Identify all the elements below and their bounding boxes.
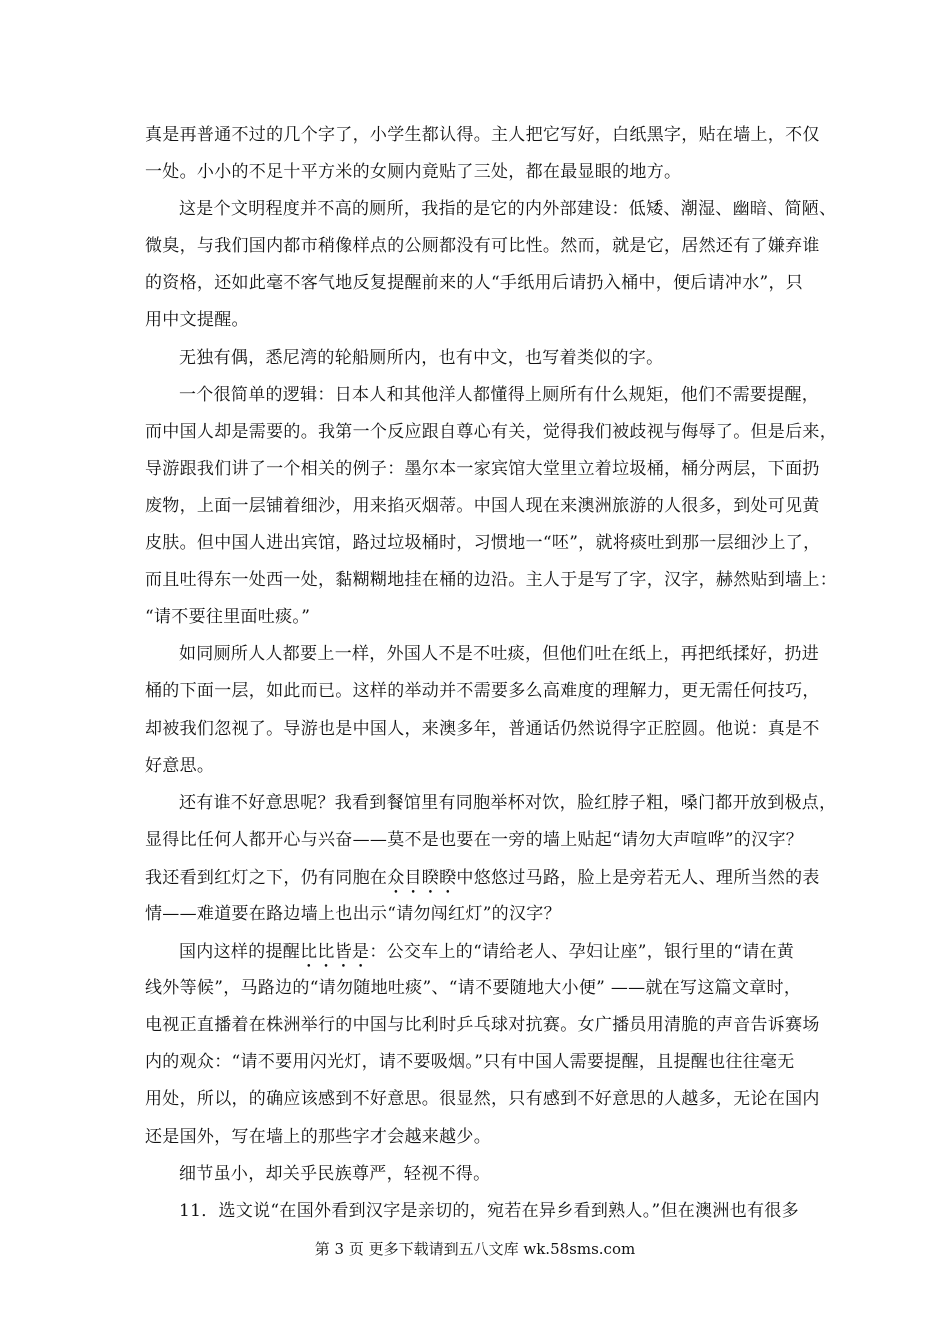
text-line: 真是再普通不过的几个字了，小学生都认得。主人把它写好，白纸黑字，贴在墙上，不仅 xyxy=(145,125,820,145)
text-line: 细节虽小，却关乎民族尊严，轻视不得。 xyxy=(179,1163,491,1184)
emphasized-phrase: 众目睽睽 xyxy=(387,867,457,888)
page-footer: 第 3 页 更多下载请到五八文库 wk.58sms.com xyxy=(314,1240,636,1258)
text-line: 导游跟我们讲了一个相关的例子：墨尔本一家宾馆大堂里立着垃圾桶，桶分两层，下面扔 xyxy=(145,458,820,479)
text-line: 一个很简单的逻辑：日本人和其他洋人都懂得上厕所有什么规矩，他们不需要提醒， xyxy=(179,384,820,405)
text-line-with-emphasis xyxy=(145,942,805,961)
emphasized-phrase: 比比皆是 xyxy=(300,942,370,963)
text-line: 一处。小小的不足十平方米的女厕内竟贴了三处，都在最显眼的地方。 xyxy=(145,162,682,183)
text-line: 微臭，与我们国内都市稍像样点的公厕都没有可比性。然而，就是它，居然还有了嫌弃谁 xyxy=(145,236,820,257)
text-segment: 中悠悠过马路，脸上是旁若无人、理所当然的表 xyxy=(456,867,820,888)
text-line: 却被我们忽视了。导游也是中国人，来澳多年，普通话仍然说得字正腔圆。他说：真是不 xyxy=(145,718,820,739)
text-segment: 我还看到红灯之下，仍有同胞在 xyxy=(145,867,388,888)
text-line: 而中国人却是需要的。我第一个反应跟自尊心有关，觉得我们被歧视与侮辱了。但是后来， xyxy=(145,421,837,442)
text-line: 好意思。 xyxy=(145,755,215,776)
text-line: “请不要往里面吐痰。” xyxy=(145,607,311,628)
text-line: 用处，所以，的确应该感到不好意思。很显然，只有感到不好意思的人越多，无论在国内 xyxy=(145,1089,820,1110)
text-line: 内的观众：“请不要用闪光灯，请不要吸烟。”只有中国人需要提醒，且提醒也往往毫无 xyxy=(145,1052,795,1073)
text-line: 还有谁不好意思呢？我看到餐馆里有同胞举杯对饮，脸红脖子粗，嗓门都开放到极点， xyxy=(179,792,837,813)
text-segment: ：公交车上的“请给老人、孕妇让座”，银行里的“请在黄 xyxy=(369,942,795,963)
document-body xyxy=(145,125,837,1239)
text-line: 废物，上面一层铺着细沙，用来掐灭烟蒂。中国人现在来澳洲旅游的人很多，到处可见黄 xyxy=(145,495,820,516)
text-line: 显得比任何人都开心与兴奋——莫不是也要在一旁的墙上贴起“请勿大声喧哗”的汉字？ xyxy=(145,829,804,850)
text-line: 用中文提醒。 xyxy=(145,310,249,331)
text-segment: 国内这样的提醒 xyxy=(179,942,301,963)
text-line: 无独有偶，悉尼湾的轮船厕所内，也有中文，也写着类似的字。 xyxy=(179,347,664,368)
text-line: 电视正直播着在株洲举行的中国与比利时乒乓球对抗赛。女广播员用清脆的声音告诉赛场 xyxy=(145,1015,820,1036)
text-line: 这是个文明程度并不高的厕所，我指的是它的内外部建设：低矮、潮湿、幽暗、简陋、 xyxy=(179,199,837,220)
text-line: 的资格，还如此毫不客气地反复提醒前来的人“手纸用后请扔入桶中，便后请冲水”，只 xyxy=(145,273,804,294)
question-line: 11．选文说“在国外看到汉字是亲切的，宛若在异乡看到熟人。”但在澳洲也有很多 xyxy=(179,1200,799,1221)
text-line: 桶的下面一层，如此而已。这样的举动并不需要多么高难度的理解力，更无需任何技巧， xyxy=(145,681,820,702)
text-line: 皮肤。但中国人进出宾馆，路过垃圾桶时，习惯地一“呸”，就将痰吐到那一层细沙上了， xyxy=(145,533,821,554)
text-line: 情——难道要在路边墙上也出示“请勿闯红灯”的汉字？ xyxy=(145,903,561,924)
text-line: 线外等候”，马路边的“请勿随地吐痰”、“请不要随地大小便” ——就在写这篇文章时， xyxy=(145,978,802,999)
text-line: 还是国外，写在墙上的那些字才会越来越少。 xyxy=(145,1126,491,1147)
text-line: 而且吐得东一处西一处，黏糊糊地挂在桶的边沿。主人于是写了字，汉字，赫然贴到墙上： xyxy=(145,570,837,591)
text-line-with-emphasis xyxy=(145,867,820,888)
text-line: 如同厕所人人都要上一样，外国人不是不吐痰，但他们吐在纸上，再把纸揉好，扔进 xyxy=(179,644,820,665)
